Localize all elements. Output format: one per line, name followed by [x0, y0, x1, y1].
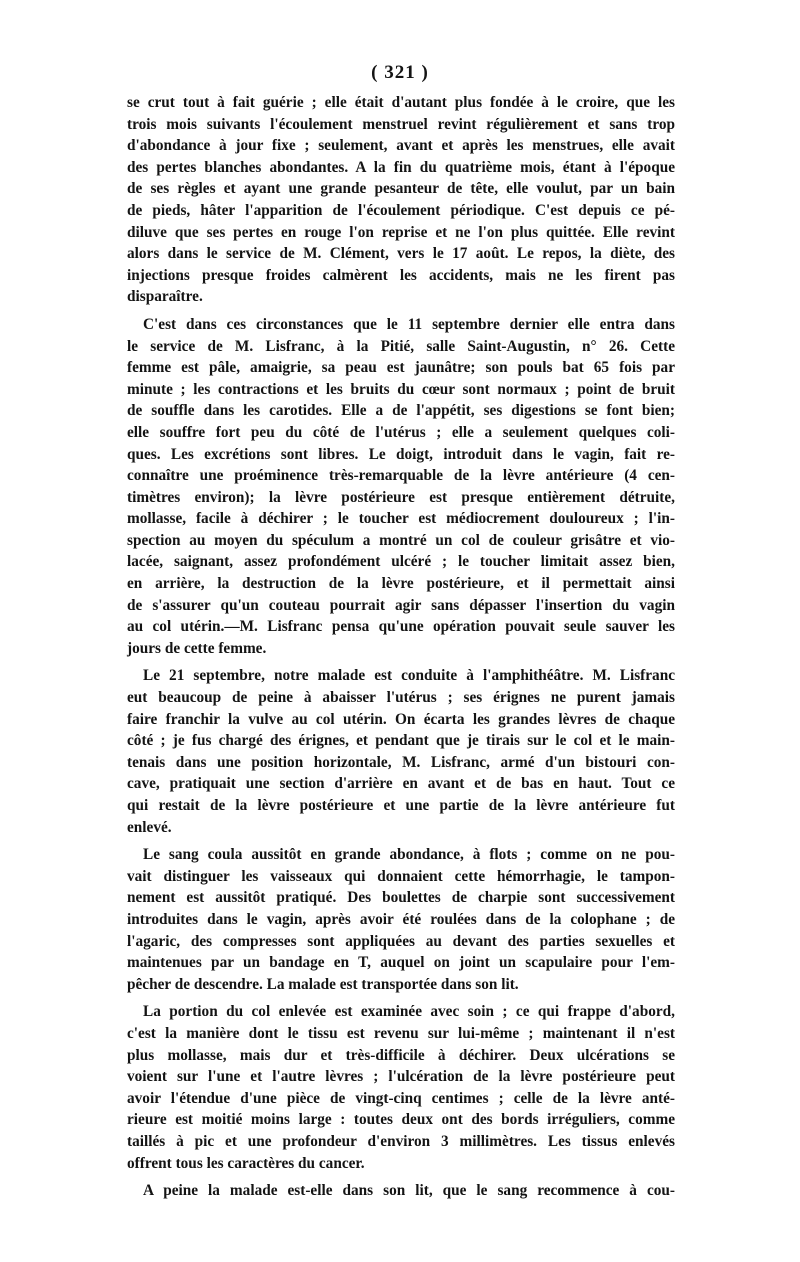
- text-line: côté ; je fus chargé des érignes, et pendant que je tirais sur le col et le main-: [127, 732, 675, 750]
- text-line: d'abondance à jour fixe ; seulement, avant et après les menstrues, elle avait: [127, 137, 675, 155]
- text-line: pêcher de descendre. La malade est transportée dans son lit.: [127, 975, 519, 993]
- text-line: Le 21 septembre, notre malade est conduite à l'amphithéâtre. M. Lisfranc: [143, 667, 675, 685]
- text-line: minute ; les contractions et les bruits du cœur sont normaux ; point de bruit: [127, 380, 675, 398]
- text-line: trois mois suivants l'écoulement menstruel revint régulièrement et sans trop: [127, 115, 675, 133]
- text-line: elle souffre fort peu du côté de l'utérus ; elle a seulement quelques coli-: [127, 423, 675, 441]
- text-line: alors dans le service de M. Clément, vers le 17 août. Le repos, la diète, des: [127, 245, 675, 263]
- text-line: faire franchir la vulve au col utérin. On écarta les grandes lèvres de chaque: [127, 710, 675, 728]
- text-line: plus mollasse, mais dur et très-difficile à déchirer. Deux ulcérations se: [127, 1046, 675, 1064]
- text-line: le service de M. Lisfranc, à la Pitié, salle Saint-Augustin, n° 26. Cette: [127, 337, 675, 355]
- text-line: rieure est moitié moins large : toutes deux ont des bords irréguliers, comme: [127, 1111, 675, 1129]
- text-line: qui restait de la lèvre postérieure et une partie de la lèvre antérieure fut: [127, 797, 675, 814]
- paragraph: [127, 844, 675, 995]
- text-line: C'est dans ces circonstances que le 11 septembre dernier elle entra dans: [143, 315, 675, 333]
- paragraph: [127, 1001, 675, 1174]
- paragraph: [127, 92, 675, 308]
- text-line: l'agaric, des compresses sont appliquées au devant des parties sexuelles et: [127, 932, 675, 950]
- text-line: de ses règles et ayant une grande pesanteur de tête, elle voulut, par un bain: [127, 180, 675, 198]
- text-line: c'est la manière dont le tissu est revenu sur lui-même ; maintenant il n'est: [127, 1024, 675, 1042]
- text-line: enlevé.: [127, 818, 172, 836]
- text-column: [127, 92, 675, 1202]
- text-line: se crut tout à fait guérie ; elle était d'autant plus fondée à le croire, que les: [127, 94, 675, 111]
- text-line: jours de cette femme.: [127, 639, 267, 657]
- text-line: des pertes blanches abondantes. A la fin du quatrième mois, étant à l'époque: [127, 158, 675, 176]
- text-line: maintenues par un bandage en T, auquel on joint un scapulaire pour l'em-: [127, 954, 675, 972]
- text-line: disparaître.: [127, 288, 203, 306]
- text-line: vait distinguer les vaisseaux qui donnaient cette hémorrhagie, le tampon-: [127, 867, 675, 885]
- text-line: voient sur l'une et l'autre lèvres ; l'ulcération de la lèvre postérieure peut: [127, 1068, 675, 1086]
- text-line: au col utérin.—M. Lisfranc pensa qu'une opération pouvait seule sauver les: [127, 618, 675, 636]
- paragraph: [127, 314, 675, 660]
- text-line: taillés à pic et une profondeur d'environ 3 millimètres. Les tissus enlevés: [127, 1132, 675, 1150]
- text-line: injections presque froides calmèrent les accidents, mais ne les firent pas: [127, 266, 675, 284]
- paragraph: [127, 1180, 675, 1202]
- text-line: spection au moyen du spéculum a montré un col de couleur grisâtre et vio-: [127, 531, 675, 549]
- text-line: introduites dans le vagin, après avoir été roulées dans de la colophane ; de: [127, 910, 675, 928]
- text-line: Le sang coula aussitôt en grande abondance, à flots ; comme on ne pou-: [143, 846, 675, 864]
- text-line: eut beaucoup de peine à abaisser l'utérus ; ses érignes ne purent jamais: [127, 689, 675, 707]
- text-line: cave, pratiquait une section d'arrière en avant et de bas en haut. Tout ce: [127, 775, 675, 793]
- text-line: lacée, saignant, assez profondément ulcéré ; le toucher limitait assez bien,: [127, 553, 675, 571]
- page-number: ( 321 ): [371, 62, 429, 83]
- text-line: de souffle dans les carotides. Elle a de l'appétit, ses digestions se font bien;: [127, 402, 675, 420]
- text-line: timètres environ); la lèvre postérieure est presque entièrement détruite,: [127, 488, 675, 506]
- text-line: tenais dans une position horizontale, M. Lisfranc, armé d'un bistouri con-: [127, 753, 675, 771]
- text-line: ques. Les excrétions sont libres. Le doigt, introduit dans le vagin, fait re-: [127, 445, 675, 463]
- text-line: de pieds, hâter l'apparition de l'écoulement périodique. C'est depuis ce pé-: [127, 201, 675, 219]
- text-line: de s'assurer qu'un couteau pourrait agir sans dépasser l'insertion du vagin: [127, 596, 675, 614]
- text-line: en arrière, la destruction de la lèvre postérieure, et il permettait ainsi: [127, 575, 675, 593]
- text-line: La portion du col enlevée est examinée avec soin ; ce qui frappe d'abord,: [143, 1003, 675, 1021]
- text-line: offrent tous les caractères du cancer.: [127, 1154, 365, 1172]
- text-line: avoir l'étendue d'une pièce de vingt-cinq centimes ; celle de la lèvre anté-: [127, 1089, 675, 1107]
- text-line: A peine la malade est-elle dans son lit, que le sang recommence à cou-: [143, 1182, 675, 1200]
- text-line: femme est pâle, amaigrie, sa peau est jaunâtre; son pouls bat 65 fois par: [127, 359, 675, 377]
- text-line: diluve que ses pertes en rouge l'on reprise et ne l'on plus quittée. Elle revint: [127, 223, 675, 241]
- text-line: mollasse, facile à déchirer ; le toucher est médiocrement douloureux ; l'in-: [127, 510, 675, 528]
- text-line: nement est aussitôt pratiqué. Des boulettes de charpie sont successivement: [127, 889, 675, 907]
- paragraph: [127, 665, 675, 838]
- text-line: connaître une proéminence très-remarquable de la lèvre antérieure (4 cen-: [127, 467, 675, 485]
